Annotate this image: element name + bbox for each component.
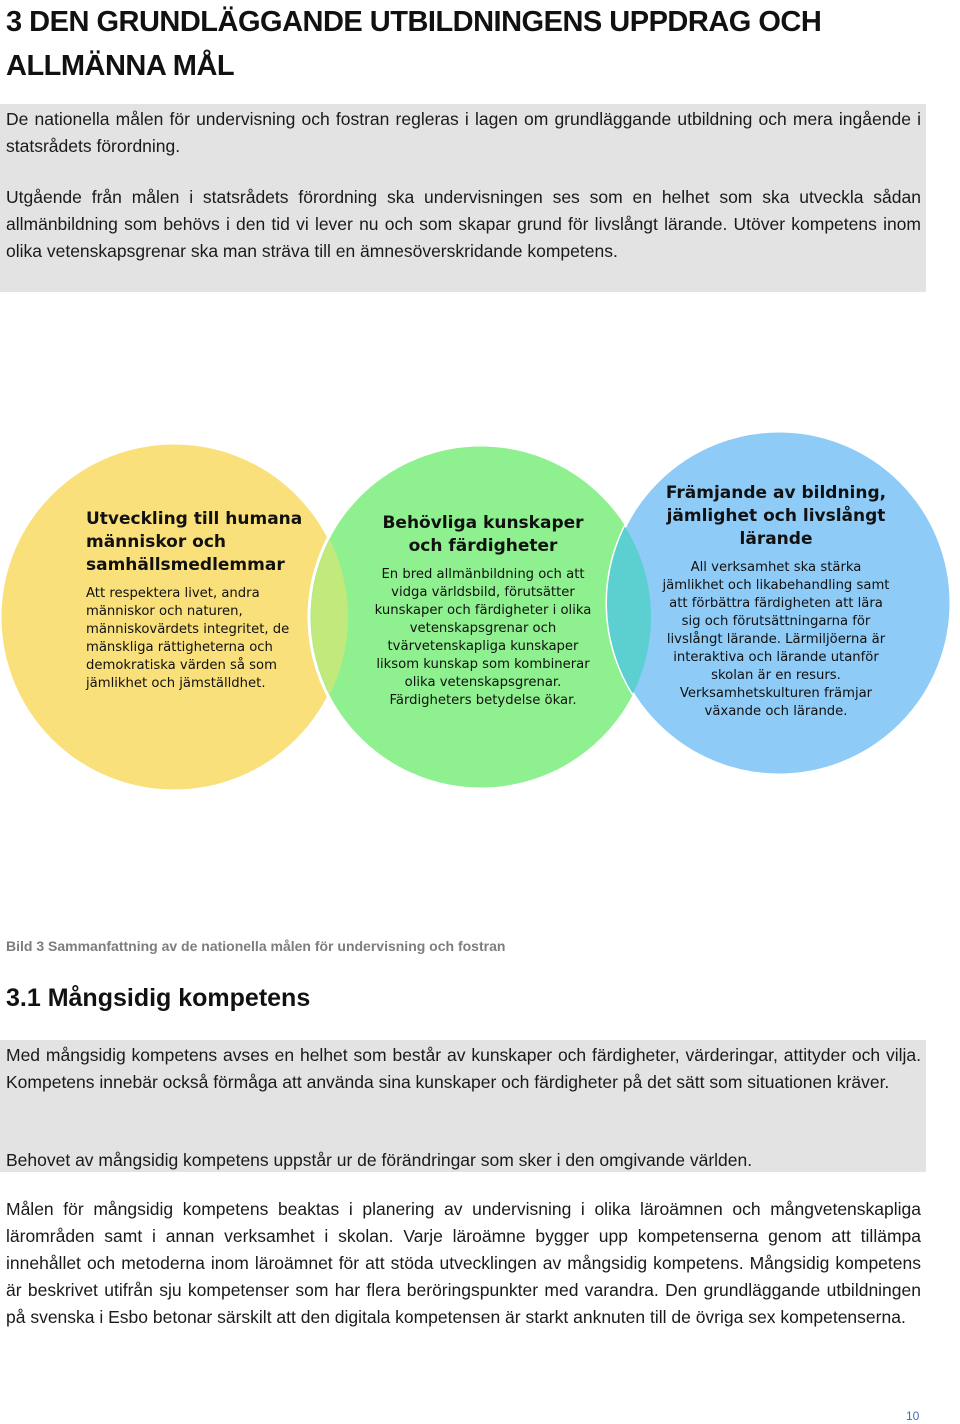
page-number: 10 [906,1409,920,1423]
circle-bildning-title: Främjande av bildning, jämlighet och livslångt lärande [665,483,887,549]
intro-paragraph-1: De nationella målen för undervisning och fostran regleras i lagen om grundläggande utbildning och mera ingående i statsrådets förordning. [6,109,921,156]
circle-kunskaper-title: Behövliga kunskaper och färdigheter [382,513,584,556]
circle-kunskaper-text [366,512,600,710]
section-title: 3.1 Mångsidig kompetens [6,984,311,1012]
section-paragraph-2: Behovet av mångsidig kompetens uppstår ur de förändringar som sker i den omgivande världen. [6,1150,753,1170]
figure-caption: Bild 3 Sammanfattning av de nationella målen för undervisning och fostran [6,938,506,954]
circle-bildning-text [662,482,890,721]
section-paragraph-1: Med mångsidig kompetens avses en helhet som består av kunskaper och färdigheter, värderingar, attityder och vilja. Kompetens innebär också förmåga att använda sina kunskaper och färdigheter på det sätt som situationen kräver. [6,1045,921,1092]
circle-humana-text [86,508,308,693]
page-heading: 3 DEN GRUNDLÄGGANDE UTBILDNINGENS UPPDRAG OCH ALLMÄNNA MÅL [6,6,822,82]
section-paragraph-3: Målen för mångsidig kompetens beaktas i planering av undervisning i olika läroämnen och mångvetenskapliga lärområden samt i annan verksamhet i skolan. Varje läroämne bygger upp kompetenserna genom att tillämpa innehållet och metoderna inom läroämnet för att stöda utvecklingen av mångsidig kompetens. Mångsidig kompetens är beskrivet utifrån sju kompetenser som har flera beröringspunkter med varandra. Den grundläggande utbildningen på svenska i Esbo betonar särskilt att den digitala kompetensen är starkt anknuten till de övriga sex kompetenserna. [6,1199,921,1327]
circle-humana-title: Utveckling till humana människor och samhällsmedlemmar [86,509,303,575]
circle-bildning-body: All verksamhet ska stärka jämlikhet och likabehandling samt att förbättra färdigheten att lära sig och förutsättningarna för livslångt lärande. Lärmiljöerna är interaktiva och lärande utanför skolan är en resurs. Verksamhetskulturen främjar växande och lärande. [662,560,890,719]
intro-paragraph-2: Utgående från målen i statsrådets förordning ska undervisningen ses som en helhet som ska utveckla sådan allmänbildning som behövs i den tid vi lever nu och som skapar grund för livslångt lärande. Utöver kompetens inom olika vetenskapsgrenar ska man sträva till en ämnesöverskridande kompetens. [6,187,921,261]
circle-kunskaper-body: En bred allmänbildning och att vidga världsbild, förutsätter kunskaper och färdigheter i olika vetenskapsgrenar och tvärvetenskapliga kunskaper liksom kunskap som kombinerar olika vetenskapsgrenar. Färdigheters betydelse ökar. [374,567,592,708]
circle-humana-body: Att respektera livet, andra människor och naturen, människovärdets integritet, de mänskliga rättigheterna och demokratiska värden så som jämlikhet och jämställdhet. [86,586,290,691]
